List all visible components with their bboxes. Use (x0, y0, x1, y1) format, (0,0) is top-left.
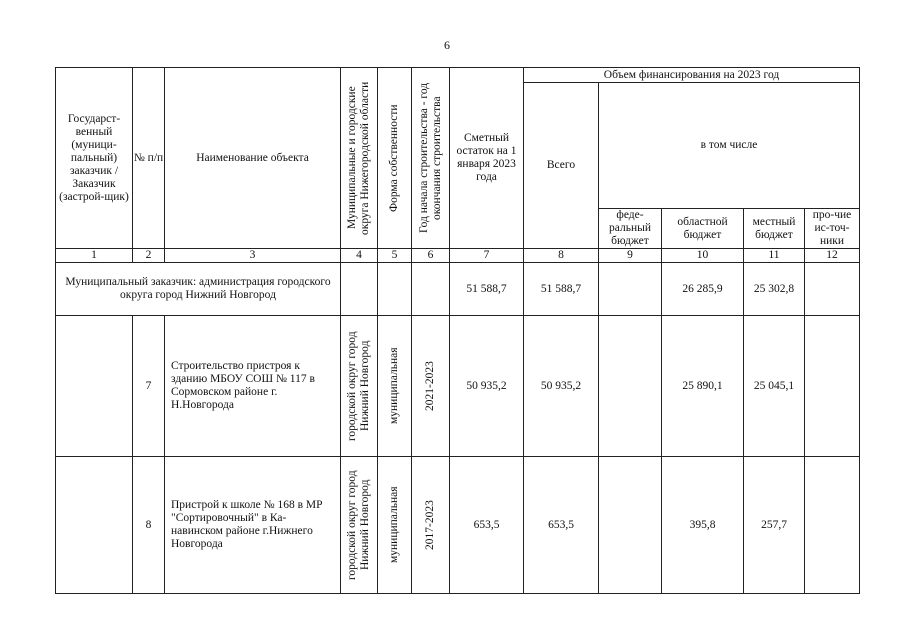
table-row (56, 457, 860, 594)
col-number: 10 (662, 249, 744, 263)
header-local: местный бюджет (744, 209, 805, 249)
group-municipality (341, 263, 378, 316)
row-federal (599, 457, 662, 594)
row-other (805, 316, 860, 457)
header-federal: феде-ральный бюджет (599, 209, 662, 249)
col-number: 9 (599, 249, 662, 263)
group-ownership (378, 263, 412, 316)
header-number: № п/п (133, 68, 165, 249)
header-total: Всего (524, 83, 599, 249)
col-number: 5 (378, 249, 412, 263)
col-number: 1 (56, 249, 133, 263)
group-total: 51 588,7 (524, 263, 599, 316)
col-number: 3 (165, 249, 341, 263)
row-total: 50 935,2 (524, 316, 599, 457)
header-ownership: Форма собственности (378, 68, 412, 249)
row-customer (56, 316, 133, 457)
row-remaining: 50 935,2 (450, 316, 524, 457)
row-object-name: Строительство пристроя к зданию МБОУ СОШ № 117 в Сормовском районе г. Н.Новгорода (165, 316, 341, 457)
row-ownership: муниципальная (378, 316, 412, 457)
header-funding-group: Объем финансирования на 2023 год (524, 68, 860, 83)
row-number: 7 (133, 316, 165, 457)
header-regional: областной бюджет (662, 209, 744, 249)
header-customer: Государст-венный (муници-пальный) заказчик / Заказчик (застрой-щик) (56, 68, 133, 249)
row-total: 653,5 (524, 457, 599, 594)
col-number: 7 (450, 249, 524, 263)
col-number: 11 (744, 249, 805, 263)
header-municipality: Муниципальные и городские округа Нижегородской области (341, 68, 378, 249)
group-remaining: 51 588,7 (450, 263, 524, 316)
row-municipality: городской округ город Нижний Новгород (341, 316, 378, 457)
group-local: 25 302,8 (744, 263, 805, 316)
row-ownership: муниципальная (378, 457, 412, 594)
col-number: 6 (412, 249, 450, 263)
header-other: про-чие ис-точ-ники (805, 209, 860, 249)
group-other (805, 263, 860, 316)
row-number: 8 (133, 457, 165, 594)
row-remaining: 653,5 (450, 457, 524, 594)
header-object-name: Наименование объекта (165, 68, 341, 249)
group-label: Муниципальный заказчик: администрация городского округа город Нижний Новгород (56, 263, 341, 316)
row-years: 2017-2023 (412, 457, 450, 594)
header-remaining: Сметный остаток на 1 января 2023 года (450, 68, 524, 249)
row-federal (599, 316, 662, 457)
row-regional: 395,8 (662, 457, 744, 594)
group-regional: 26 285,9 (662, 263, 744, 316)
header-years: Год начала строительства - год окончания строительства (412, 68, 450, 249)
row-object-name: Пристрой к школе № 168 в МР "Сортировочный" в Ка-навинском районе г.Нижнего Новгорода (165, 457, 341, 594)
row-municipality: городской округ город Нижний Новгород (341, 457, 378, 594)
row-regional: 25 890,1 (662, 316, 744, 457)
col-number: 8 (524, 249, 599, 263)
row-local: 25 045,1 (744, 316, 805, 457)
table-row (56, 316, 860, 457)
header-row-1 (56, 68, 860, 83)
col-number: 12 (805, 249, 860, 263)
header-including: в том числе (599, 83, 860, 209)
col-number: 4 (341, 249, 378, 263)
group-years (412, 263, 450, 316)
col-number: 2 (133, 249, 165, 263)
financing-table (55, 67, 860, 594)
row-years: 2021-2023 (412, 316, 450, 457)
column-numbers-row (56, 249, 860, 263)
group-row (56, 263, 860, 316)
row-other (805, 457, 860, 594)
group-federal (599, 263, 662, 316)
row-local: 257,7 (744, 457, 805, 594)
page-number: 6 (444, 38, 450, 52)
row-customer (56, 457, 133, 594)
